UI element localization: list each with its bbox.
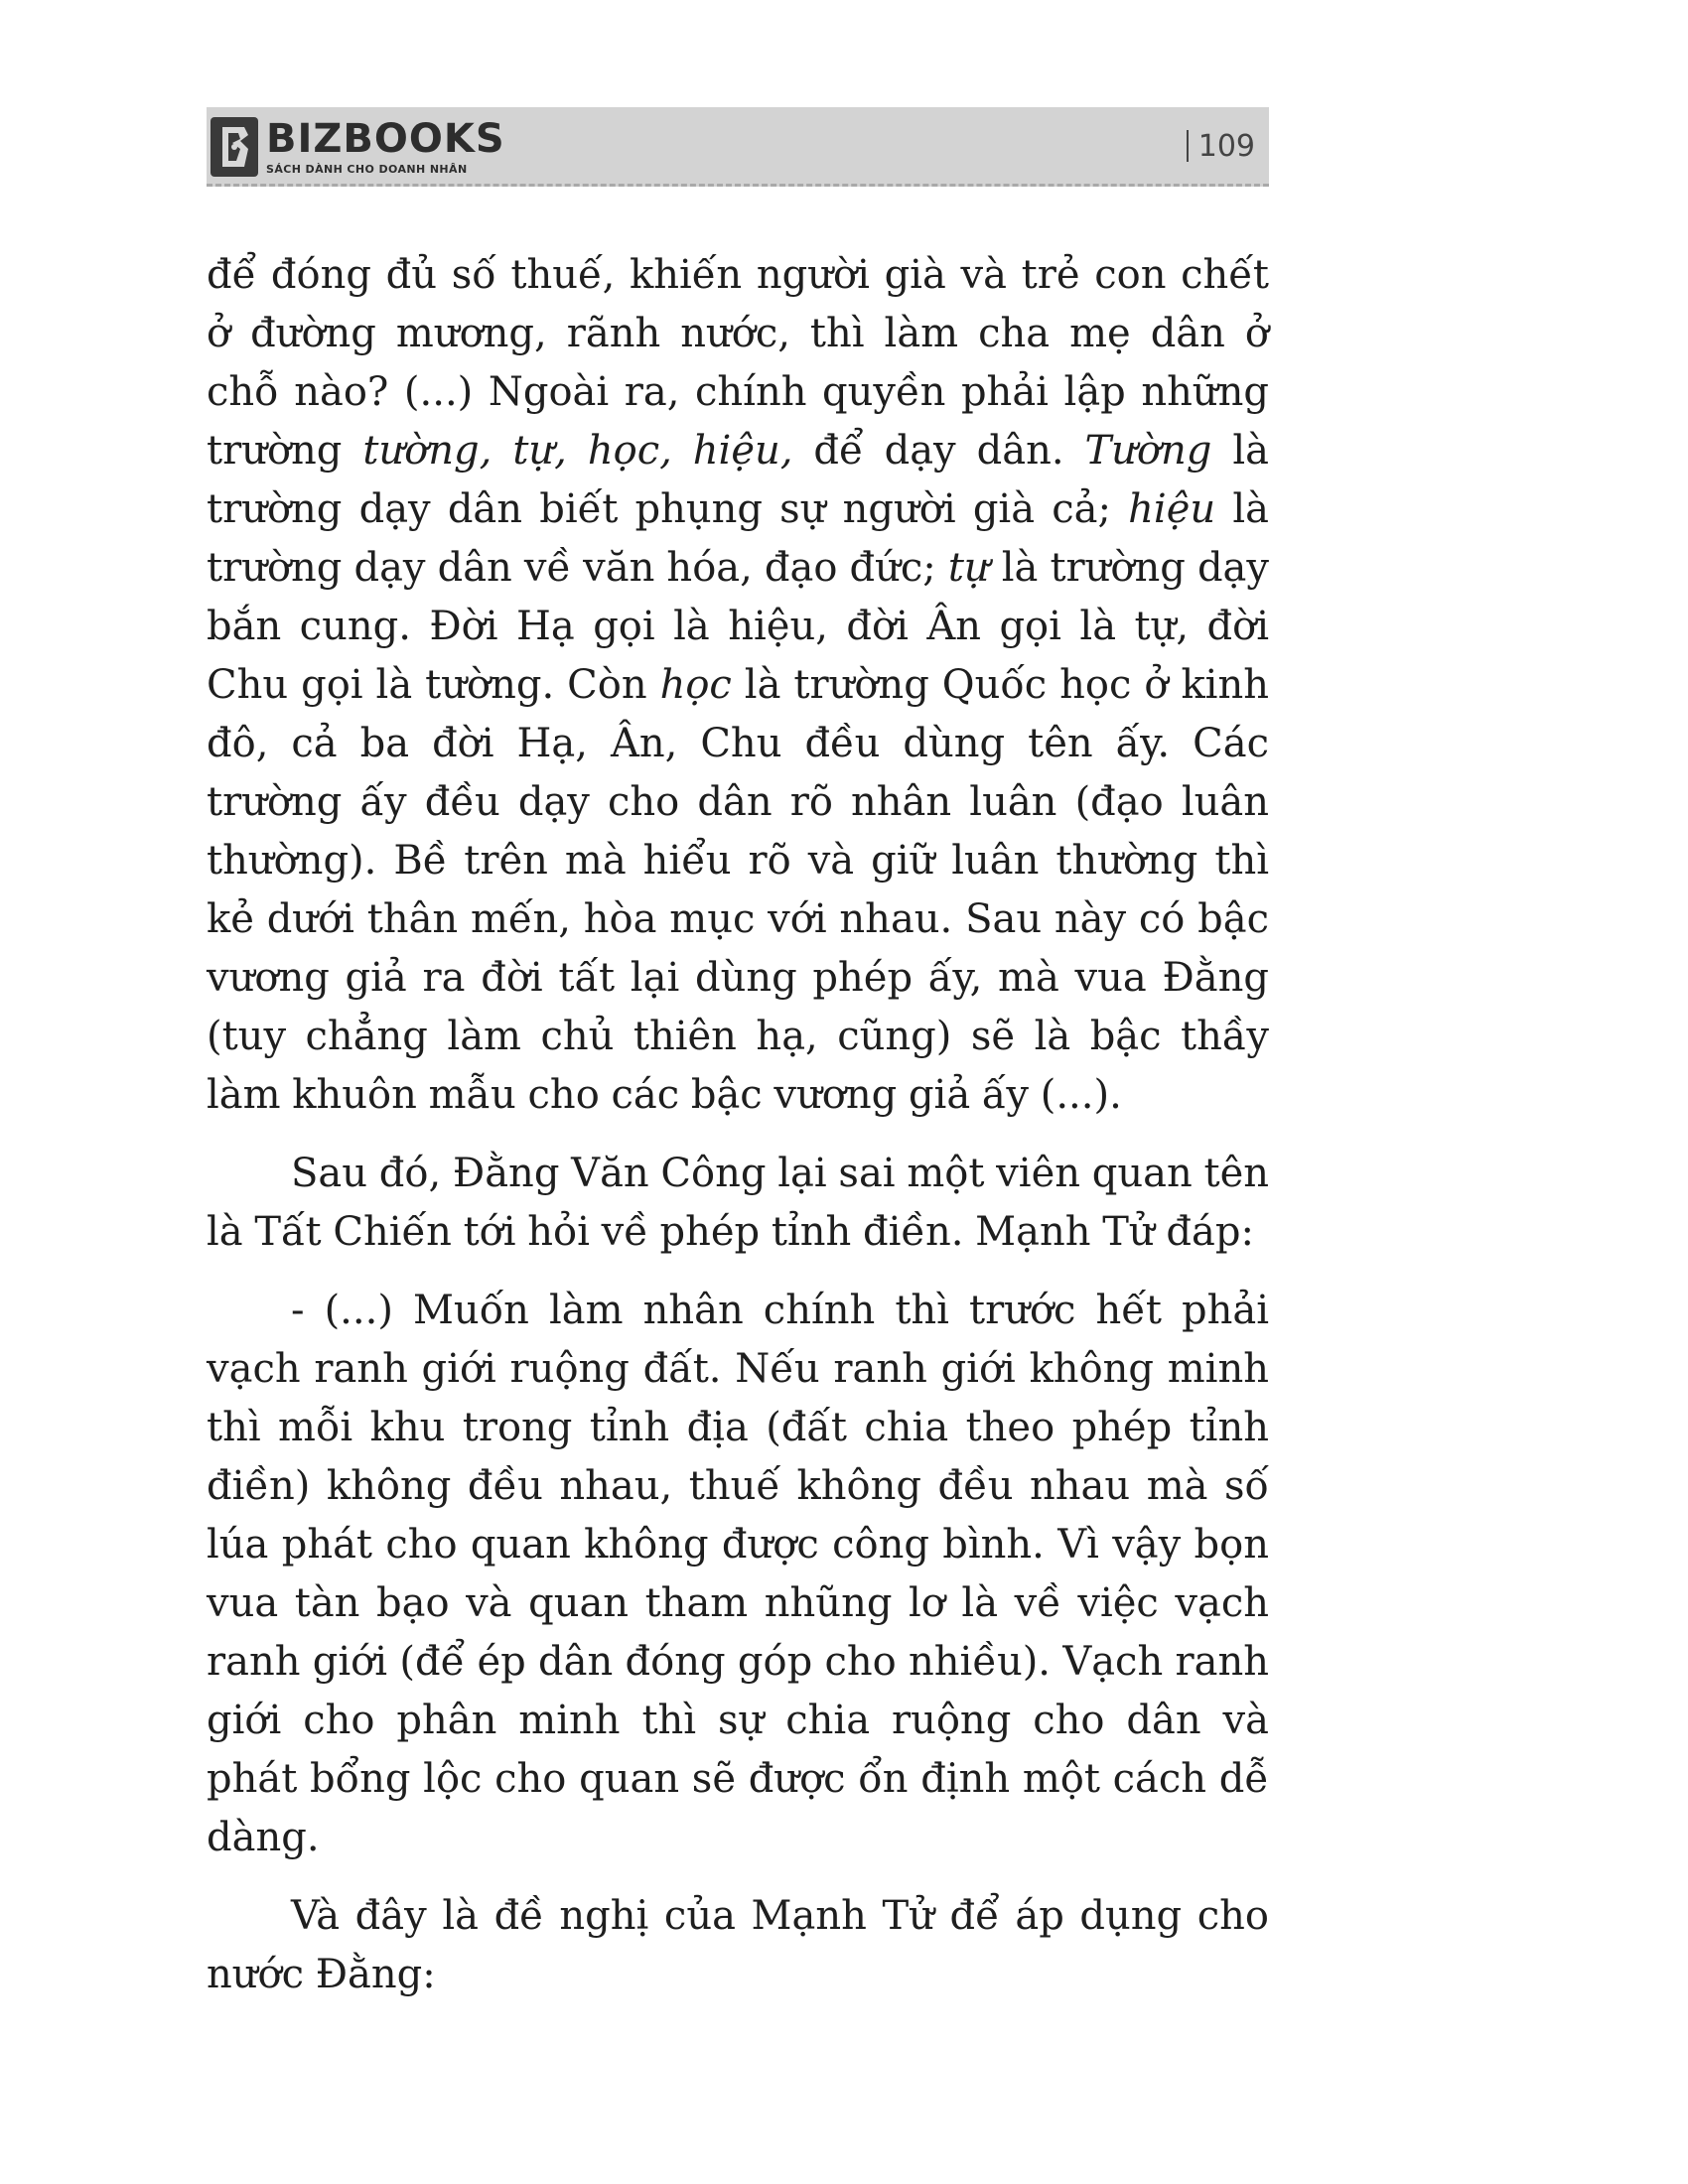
page-number-divider	[1187, 130, 1189, 162]
bizbooks-logo-icon	[211, 117, 258, 177]
text-segment: là trường dạy dân biết phụng sự người già cả;	[207, 428, 1270, 532]
brand-name: BIZBOOKS	[266, 116, 505, 162]
body-text	[207, 246, 1269, 2004]
text-segment: để dạy dân.	[792, 428, 1085, 474]
text-segment: là trường dạy dân về văn hóa, đạo đức;	[207, 486, 1269, 591]
italic-term: hiệu	[1128, 486, 1216, 532]
brand-tagline: SÁCH DÀNH CHO DOANH NHÂN	[266, 163, 468, 176]
text-segment: Và đây là đề nghị của Mạnh Tử để áp dụng cho nước Đằng:	[207, 1893, 1269, 1997]
italic-term: học	[659, 662, 732, 708]
text-segment: - (...) Muốn làm nhân chính thì trước hết phải vạch ranh giới ruộng đất. Nếu ranh giới không minh thì mỗi khu trong tỉnh địa (đất chia theo phép tỉnh điền) không đều nhau, thuế không đều nhau mà số lúa phát cho quan không được công bình. Vì vậy bọn vua tàn bạo và quan tham nhũng lơ là về việc vạch ranh giới (để ép dân đóng góp cho nhiều). Vạch ranh giới cho phân minh thì sự chia ruộng cho dân và phát bổng lộc cho quan sẽ được ổn định một cách dễ dàng.	[207, 1288, 1269, 1860]
text-segment: Sau đó, Đằng Văn Công lại sai một viên quan tên là Tất Chiến tới hỏi về phép tỉnh điền. Mạnh Tử đáp:	[207, 1151, 1269, 1255]
italic-term: tường, tự, học, hiệu,	[362, 428, 793, 474]
page-header	[207, 107, 1269, 187]
page-number-value: 109	[1197, 129, 1255, 164]
paragraph-proposal	[207, 1887, 1269, 2004]
page-number	[1187, 129, 1255, 164]
paragraph-narration	[207, 1145, 1269, 1262]
italic-term: Tường	[1084, 428, 1212, 474]
bizbooks-logo	[211, 113, 505, 181]
text-segment: để đóng đủ số thuế, khiến người già và trẻ con chết ở đường mương, rãnh nước, thì làm cha mẹ dân ở chỗ nào? (...) Ngoài ra, chính quyền phải lập những trường	[207, 252, 1269, 474]
paragraph-continued	[207, 246, 1269, 1125]
italic-term: tự	[947, 545, 990, 591]
text-segment: là trường Quốc học ở kinh đô, cả ba đời Hạ, Ân, Chu đều dùng tên ấy. Các trường ấy đều dạy cho dân rõ nhân luân (đạo luân thường). Bề trên mà hiểu rõ và giữ luân thường thì kẻ dưới thân mến, hòa mục với nhau. Sau này có bậc vương giả ra đời tất lại dùng phép ấy, mà vua Đằng (tuy chẳng làm chủ thiên hạ, cũng) sẽ là bậc thầy làm khuôn mẫu cho các bậc vương giả ấy (...).	[207, 662, 1269, 1118]
text-segment: là trường dạy bắn cung. Đời Hạ gọi là hiệu, đời Ân gọi là tự, đời Chu gọi là tường. Còn	[207, 545, 1269, 708]
paragraph-dialogue	[207, 1282, 1269, 1867]
